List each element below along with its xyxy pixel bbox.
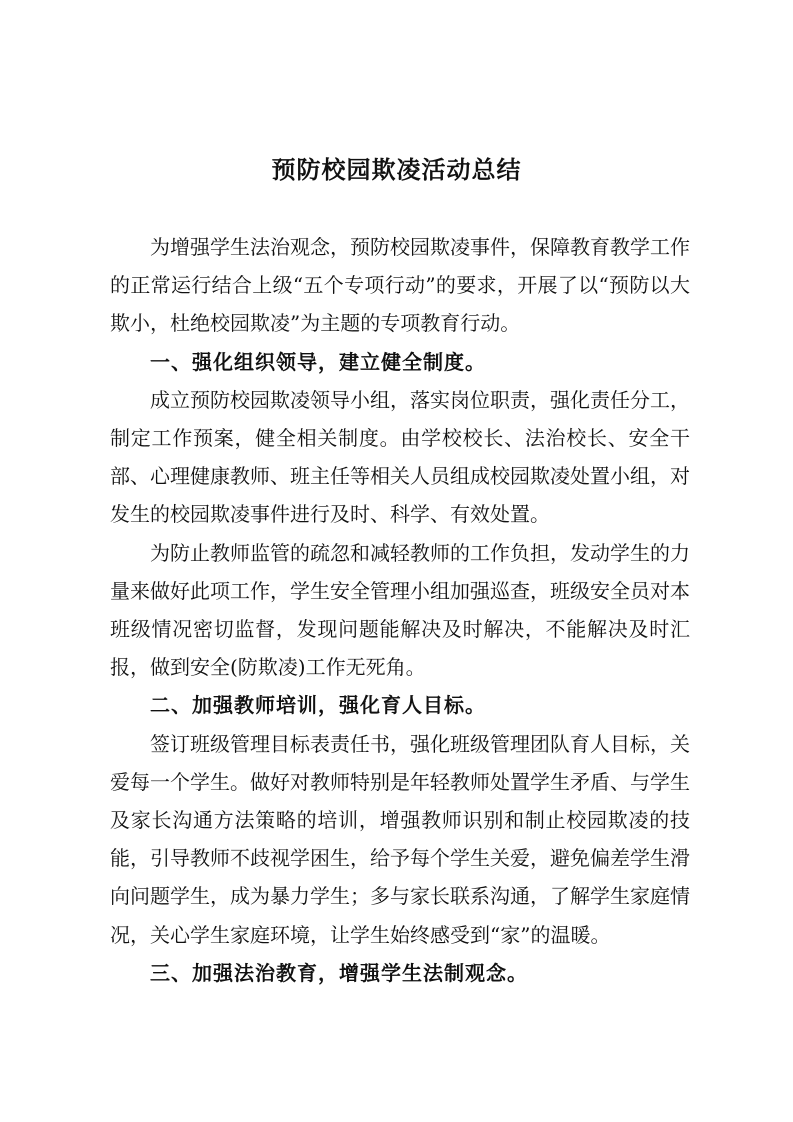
intro-paragraph: 为增强学生法治观念，预防校园欺凌事件，保障教育教学工作的正常运行结合上级“五个专项行动”的要求，开展了以“预防以大欺小，杜绝校园欺凌”为主题的专项教育行动。 [110, 235, 690, 336]
section-heading-1: 一、强化组织领导，建立健全制度。 [150, 349, 486, 374]
section-heading-2: 二、加强教师培训，强化育人目标。 [150, 693, 486, 718]
section-heading-3: 三、加强法治教育，增强学生法制观念。 [150, 960, 528, 985]
body-paragraph: 为防止教师监管的疏忽和减轻教师的工作负担，发动学生的力量来做好此项工作，学生安全管理小组加强巡查，班级安全员对本班级情况密切监督，发现问题能解决及时解决，不能解决及时汇报，做到安全(防欺凌)工作无死角。 [110, 540, 690, 680]
document-title: 预防校园欺凌活动总结 [271, 156, 522, 184]
body-paragraph: 成立预防校园欺凌领导小组，落实岗位职责，强化责任分工，制定工作预案，健全相关制度。由学校校长、法治校长、安全干部、心理健康教师、班主任等相关人员组成校园欺凌处置小组，对发生的校园欺凌事件进行及时、科学、有效处置。 [110, 387, 690, 527]
body-paragraph: 签订班级管理目标表责任书，强化班级管理团队育人目标，关爱每一个学生。做好对教师特别是年轻教师处置学生矛盾、与学生及家长沟通方法策略的培训，增强教师识别和制止校园欺凌的技能，引导教师不歧视学困生，给予每个学生关爱，避免偏差学生滑向问题学生，成为暴力学生；多与家长联系沟通，了解学生家庭情况，关心学生家庭环境，让学生始终感受到“家”的温暖。 [110, 731, 690, 947]
document-body [110, 228, 690, 992]
